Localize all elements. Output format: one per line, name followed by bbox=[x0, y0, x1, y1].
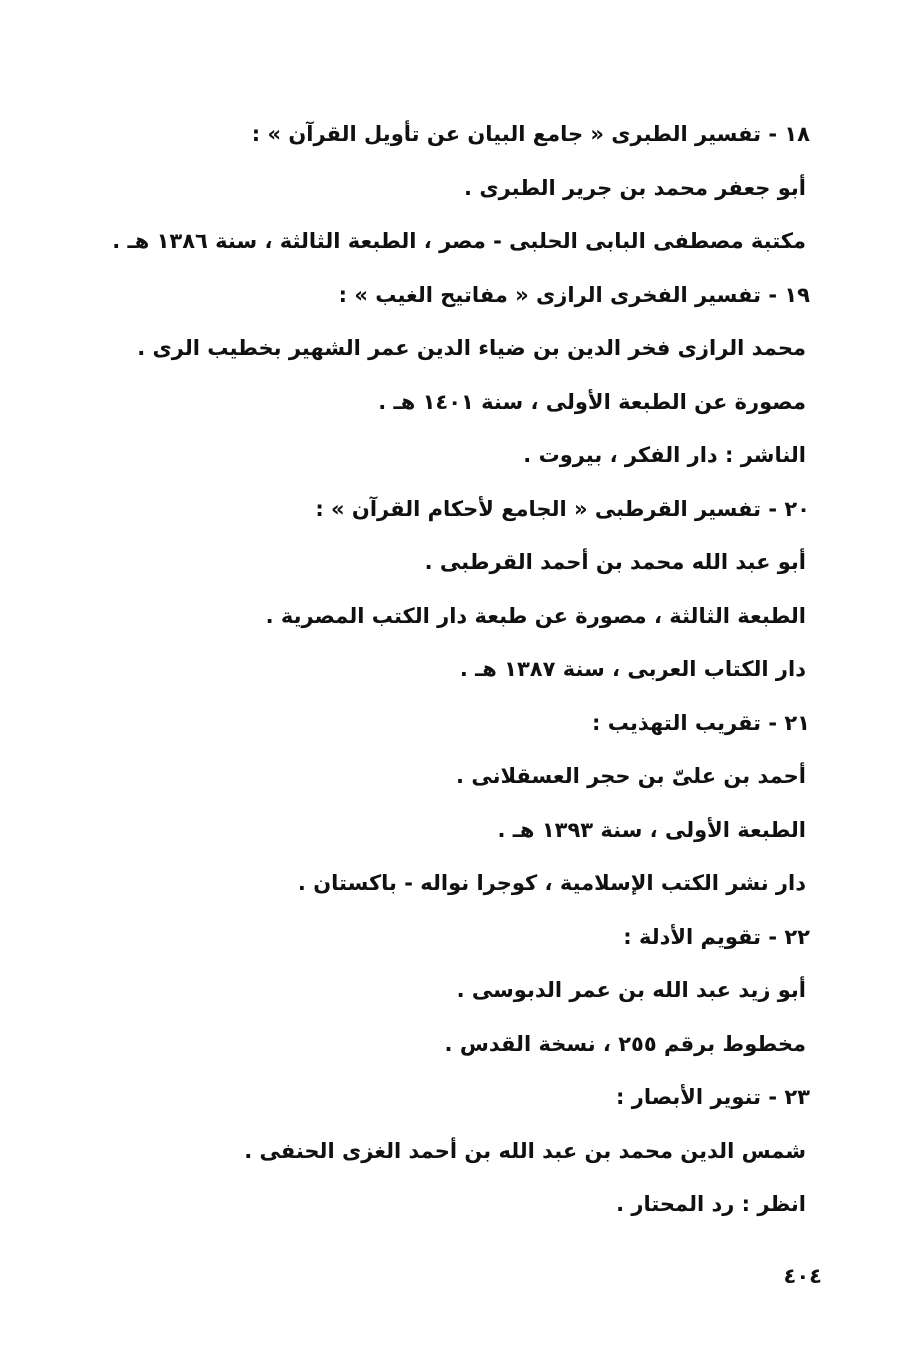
entry-22-heading: ٢٢ - تقويم الأدلة : bbox=[623, 924, 810, 949]
entry-22-source: مخطوط برقم ٢٥٥ ، نسخة القدس . bbox=[444, 1031, 806, 1056]
entry-20-author: أبو عبد الله محمد بن أحمد القرطبى . bbox=[424, 550, 806, 574]
entry-23-heading: ٢٣ - تنوير الأبصار : bbox=[616, 1085, 810, 1109]
page-number: ٤٠٤ bbox=[783, 1264, 822, 1288]
entry-22-author: أبو زيد عبد الله بن عمر الدبوسى . bbox=[456, 978, 806, 1002]
entry-21-heading: ٢١ - تقريب التهذيب : bbox=[592, 710, 810, 735]
entry-19-publisher: الناشر : دار الفكر ، بيروت . bbox=[523, 443, 806, 467]
entry-21-edition: الطبعة الأولى ، سنة ١٣٩٣ هـ . bbox=[497, 817, 806, 842]
entry-18-heading: ١٨ - تفسير الطبرى « جامع البيان عن تأويل القرآن » : bbox=[251, 122, 810, 146]
entry-21-author: أحمد بن علىّ بن حجر العسقلانى . bbox=[456, 764, 806, 788]
entry-19-heading: ١٩ - تفسير الفخرى الرازى « مفاتيح الغيب » : bbox=[338, 282, 810, 307]
entry-20-heading: ٢٠ - تفسير القرطبى « الجامع لأحكام القرآن » : bbox=[315, 496, 810, 521]
entry-23-reference: انظر : رد المحتار . bbox=[616, 1192, 806, 1216]
entry-20-edition: الطبعة الثالثة ، مصورة عن طبعة دار الكتب المصرية . bbox=[265, 603, 806, 628]
entry-19-edition: مصورة عن الطبعة الأولى ، سنة ١٤٠١ هـ . bbox=[378, 389, 806, 414]
entry-20-publisher: دار الكتاب العربى ، سنة ١٣٨٧ هـ . bbox=[459, 657, 806, 681]
bibliography-list bbox=[0, 108, 918, 1232]
entry-19-author: محمد الرازى فخر الدين بن ضياء الدين عمر الشهير بخطيب الرى . bbox=[137, 336, 806, 360]
entry-18-publisher: مكتبة مصطفى البابى الحلبى - مصر ، الطبعة الثالثة ، سنة ١٣٨٦ هـ . bbox=[112, 229, 806, 253]
entry-23-author: شمس الدين محمد بن عبد الله بن أحمد الغزى الحنفى . bbox=[244, 1138, 806, 1163]
entry-18-author: أبو جعفر محمد بن جرير الطبرى . bbox=[464, 175, 806, 200]
entry-21-publisher: دار نشر الكتب الإسلامية ، كوجرا نواله - باكستان . bbox=[297, 871, 806, 895]
